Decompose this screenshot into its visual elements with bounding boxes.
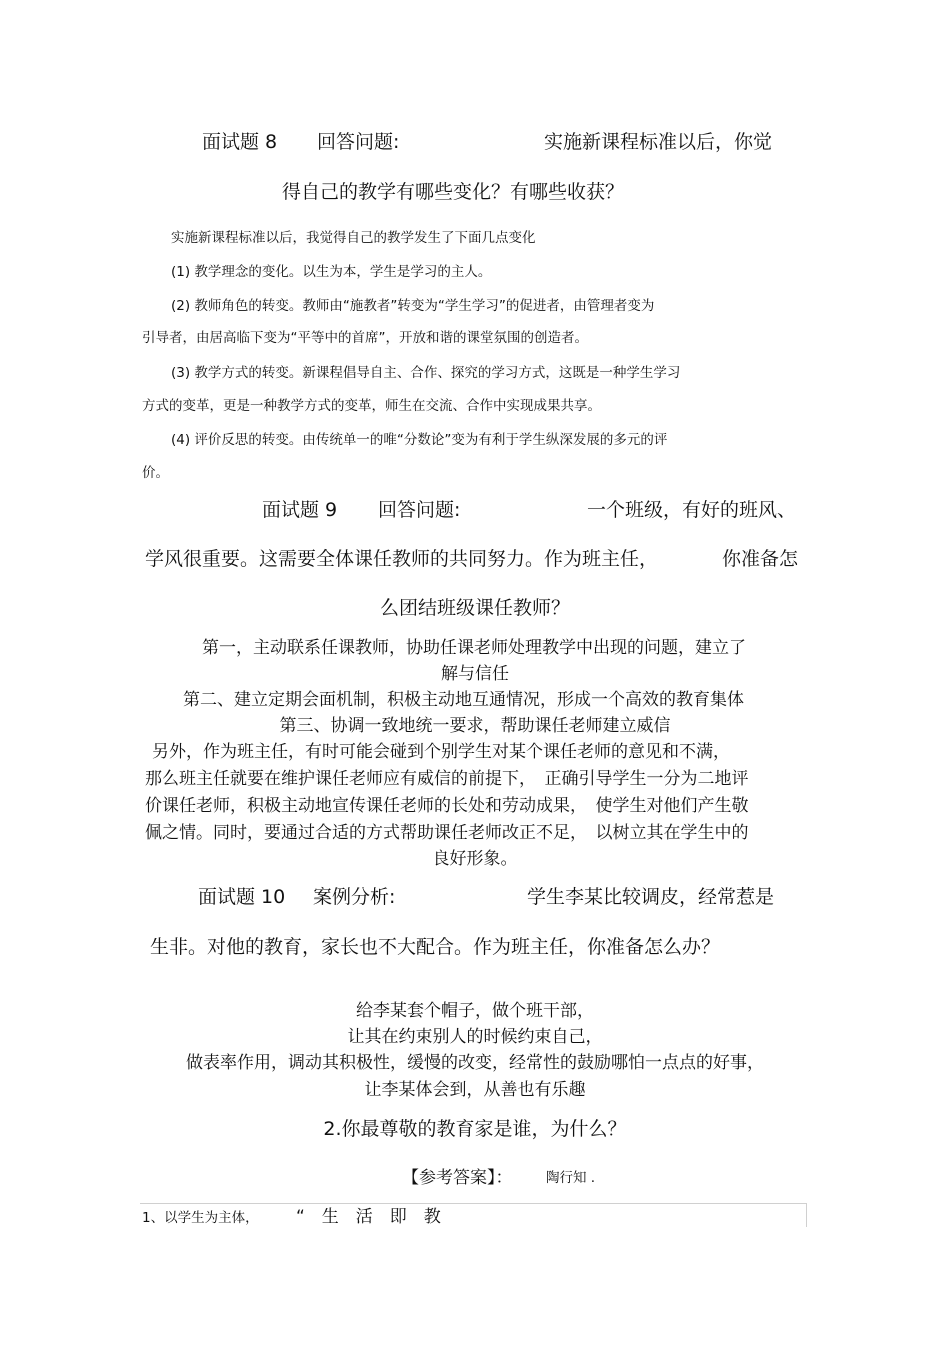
q9-answer-4-line1: 另外，作为班主任，有时可能会碰到个别学生对某个课任老师的意见和不满， <box>152 742 730 762</box>
q10-label: 面试题 10 <box>198 886 286 908</box>
q10-answer-line4: 让李某体会到，从善也有乐趣 <box>364 1080 586 1100</box>
q9-answer-4-line4: 佩之情。同时，要通过合适的方式帮助课任老师改正不足， 以树立其在学生中的 <box>145 823 749 843</box>
q9-title-part2: 学风很重要。这需要全体课任教师的共同努力。作为班主任， <box>145 548 659 570</box>
q10-answer-line2: 让其在约束别人的时候约束自己， <box>347 1027 603 1047</box>
q9-title-part3: 么团结班级课任教师？ <box>379 597 570 619</box>
q10-title-part1: 学生李某比较调皮，经常惹是 <box>527 886 775 908</box>
q8-point-3-line1: (3) 教学方式的转变。新课程倡导自主、合作、探究的学习方式，这既是一种学生学习 <box>171 365 681 381</box>
q9-type: 回答问题: <box>378 499 461 521</box>
reference-answer-label: 【参考答案】： <box>402 1168 513 1188</box>
q8-type: 回答问题: <box>317 131 400 153</box>
q2-title: 2.你最尊敬的教育家是谁，为什么？ <box>323 1118 627 1140</box>
q8-point-1: (1) 教学理念的变化。以生为本，学生是学习的主人。 <box>171 264 492 280</box>
q8-intro: 实施新课程标准以后，我觉得自己的教学发生了下面几点变化 <box>171 230 536 246</box>
q8-point-4-line1: (4) 评价反思的转变。由传统单一的唯“分数论”变为有利于学生纵深发展的多元的评 <box>171 432 668 448</box>
reference-answer-name: 陶行知 . <box>546 1170 596 1186</box>
q8-point-4-line2: 价。 <box>142 465 169 481</box>
table-right-rule <box>806 1203 807 1227</box>
q10-answer-line3: 做表率作用，调动其积极性，缓慢的改变，经常性的鼓励哪怕一点点的好事， <box>186 1053 764 1073</box>
q9-answer-2: 第二、建立定期会面机制，积极主动地互通情况，形成一个高效的教育集体 <box>183 690 744 710</box>
q9-label: 面试题 9 <box>262 499 338 521</box>
q8-point-3-line2: 方式的变革，更是一种教学方式的变革，师生在交流、合作中实现成果共享。 <box>142 398 601 414</box>
q9-answer-4-line5: 良好形象。 <box>432 849 518 869</box>
q9-title-part1: 一个班级，有好的班风、 <box>587 499 797 521</box>
q8-point-2-line2: 引导者，由居高临下变为“平等中的首席”，开放和谐的课堂氛围的创造者。 <box>142 330 588 346</box>
q10-type: 案例分析: <box>313 886 396 908</box>
table-top-rule <box>140 1203 807 1204</box>
q8-title-part2: 得自己的教学有哪些变化？有哪些收获？ <box>282 181 625 203</box>
q9-answer-4-line2: 那么班主任就要在维护课任老师应有威信的前提下， 正确引导学生一分为二地评 <box>145 769 749 789</box>
q9-title-part2-end: 你准备怎 <box>722 548 799 570</box>
point-1-quote: “ 生 活 即 教 <box>296 1207 441 1227</box>
q9-answer-1-line1: 第一，主动联系任课教师，协助任课老师处理教学中出现的问题，建立了 <box>202 638 746 658</box>
q9-answer-3: 第三、协调一致地统一要求，帮助课任老师建立威信 <box>279 716 671 736</box>
q8-label: 面试题 8 <box>202 131 278 153</box>
q8-title-part1: 实施新课程标准以后，你觉 <box>544 131 773 153</box>
q10-answer-line1: 给李某套个帽子，做个班干部， <box>356 1001 594 1021</box>
point-1-lead: 1、以学生为主体， <box>142 1210 259 1226</box>
q9-answer-4-line3: 价课任老师，积极主动地宣传课任老师的长处和劳动成果， 使学生对他们产生敬 <box>145 796 749 816</box>
q9-answer-1-line2: 解与信任 <box>441 664 509 684</box>
q8-point-2-line1: (2) 教师角色的转变。教师由“施教者”转变为“学生学习”的促进者，由管理者变为 <box>171 298 655 314</box>
q10-title-part2: 生非。对他的教育，家长也不大配合。作为班主任，你准备怎么办？ <box>150 936 721 958</box>
